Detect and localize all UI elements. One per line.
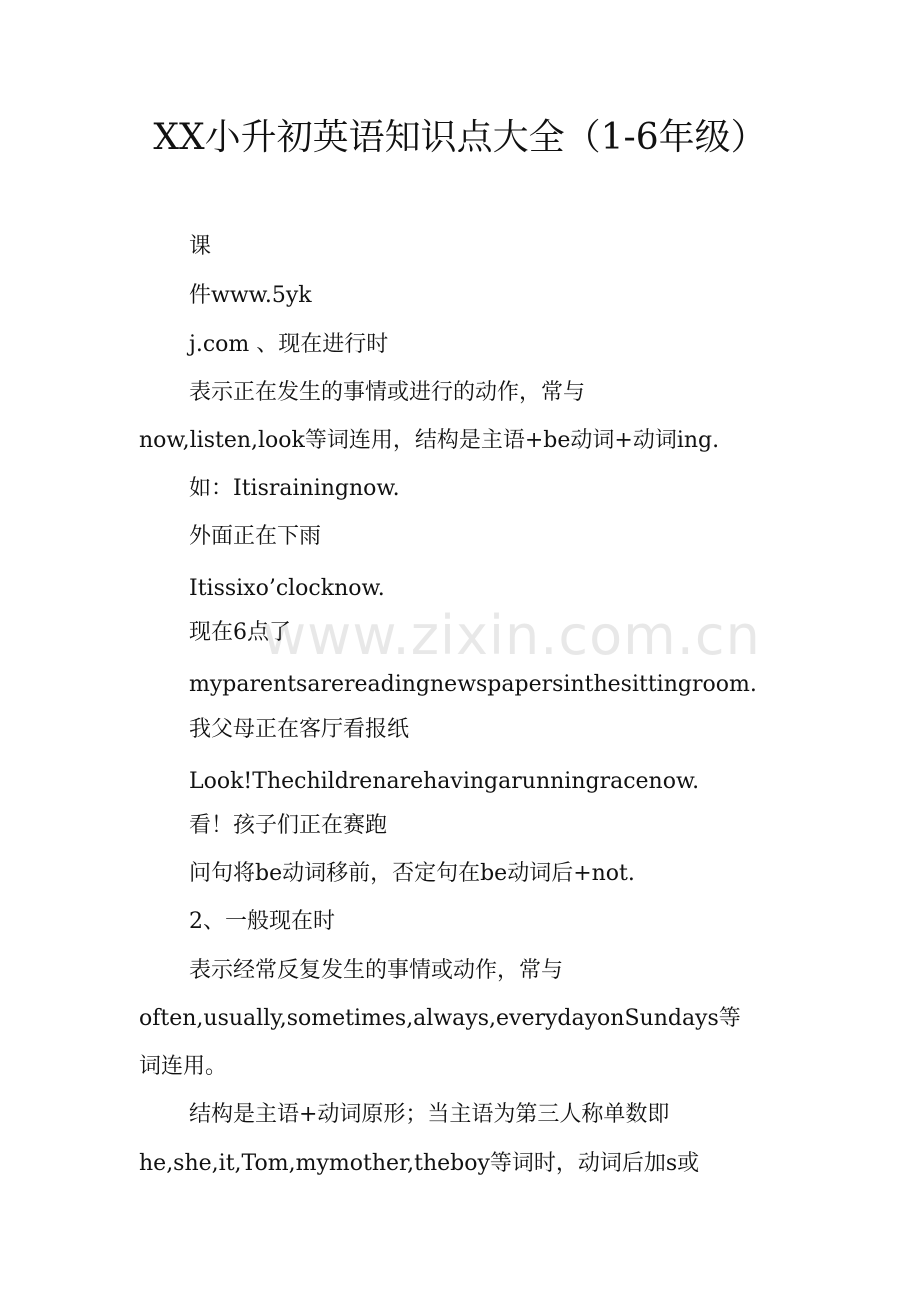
text-line: 词连用。: [139, 1054, 228, 1079]
text-line: 看！孩子们正在赛跑: [189, 813, 388, 838]
text-line: 件www.5yk: [189, 283, 312, 308]
text-line: 外面正在下雨: [189, 524, 322, 549]
text-line: now,listen,look等词连用，结构是主语+be动词+动词ing.: [139, 428, 720, 453]
text-line: 课: [189, 234, 212, 259]
text-line: often,usually,sometimes,always,everydayonSundays等: [139, 1006, 741, 1031]
text-line: j.com 、现在进行时: [189, 332, 389, 357]
watermark: www.zixin.com.cn: [262, 604, 761, 667]
text-line: 如：Itisrainingnow.: [189, 476, 400, 501]
section-heading: 2、一般现在时: [189, 909, 335, 934]
text-line: 我父母正在客厅看报纸: [189, 717, 410, 742]
text-line: myparentsarereadingnewspapersinthesittingroom.: [189, 672, 757, 697]
text-line: 现在6点了: [189, 620, 291, 645]
text-line: 问句将be动词移前，否定句在be动词后+not.: [189, 861, 635, 886]
text-line: 表示正在发生的事情或进行的动作，常与: [189, 380, 586, 405]
text-line: 结构是主语+动词原形；当主语为第三人称单数即: [189, 1102, 670, 1127]
text-line: Itissixo’clocknow.: [189, 576, 385, 601]
text-line: 表示经常反复发生的事情或动作，常与: [189, 958, 564, 983]
text-line: Look!Thechildrenarehavingarunningracenow.: [189, 769, 700, 794]
text-line: he,she,it,Tom,mymother,theboy等词时，动词后加s或: [139, 1151, 700, 1176]
document-title: XX小升初英语知识点大全（1-6年级）: [153, 117, 767, 158]
